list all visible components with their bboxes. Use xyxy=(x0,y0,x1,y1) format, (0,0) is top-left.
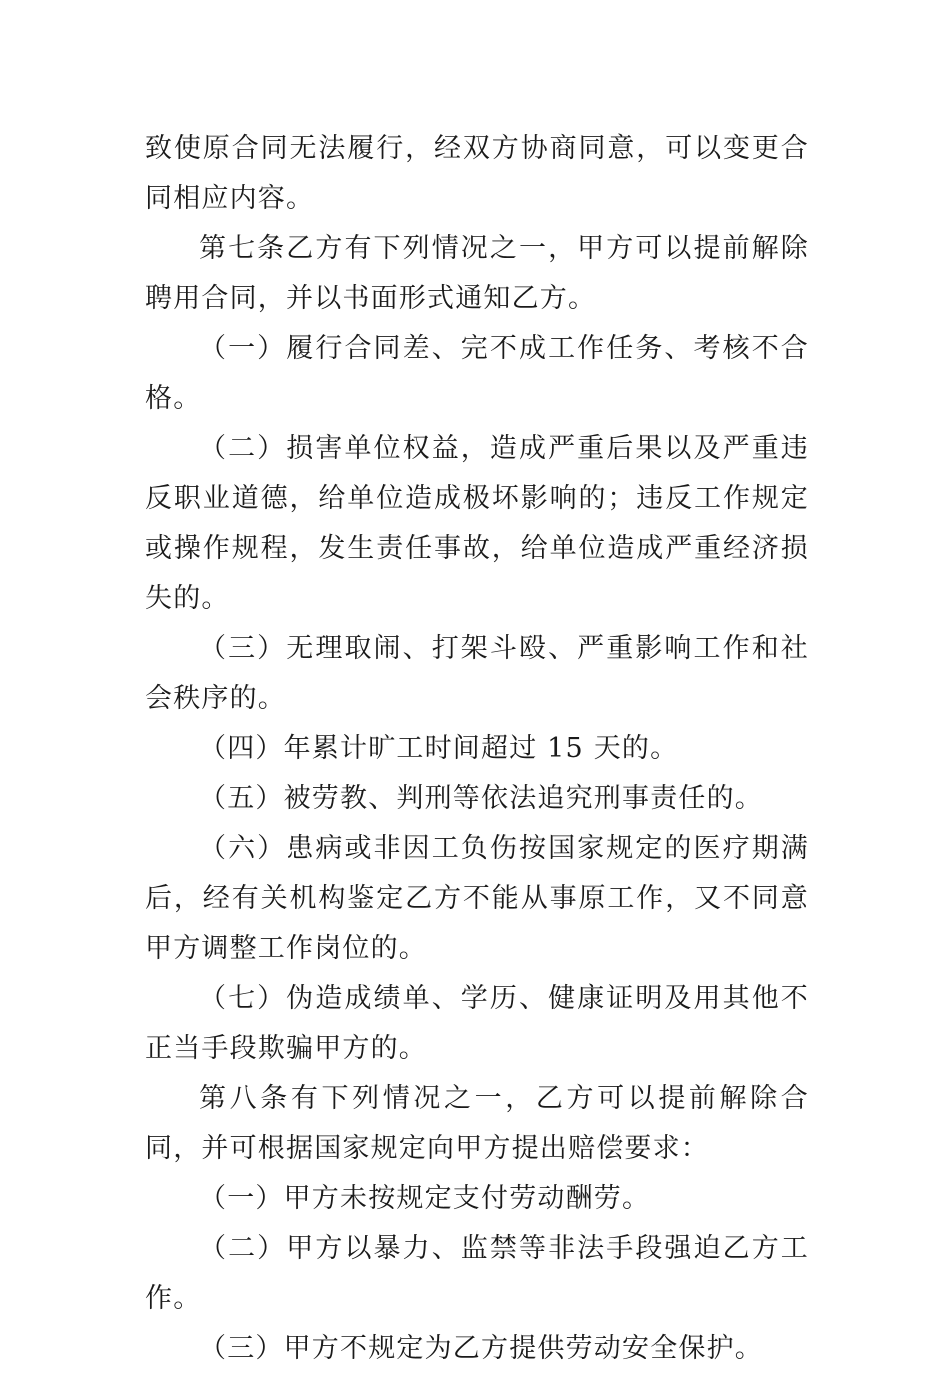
paragraph-article-7-item-1: （一）履行合同差、完不成工作任务、考核不合格。 xyxy=(145,333,809,414)
paragraph-article-7-item-5: （五）被劳教、判刑等依法追究刑事责任的。 xyxy=(199,783,763,814)
paragraph-article-7-item-7: （七）伪造成绩单、学历、健康证明及用其他不正当手段欺骗甲方的。 xyxy=(145,983,809,1064)
paragraph-article-8-item-2: （二）甲方以暴力、监禁等非法手段强迫乙方工作。 xyxy=(145,1233,809,1314)
paragraph-article-7-item-2: （二）损害单位权益，造成严重后果以及严重违反职业道德，给单位造成极坏影响的；违反工作规定或操作规程，发生责任事故，给单位造成严重经济损失的。 xyxy=(145,433,809,614)
paragraph-article-8-item-3: （三）甲方不规定为乙方提供劳动安全保护。 xyxy=(199,1333,763,1364)
paragraph-article-8-item-1: （一）甲方未按规定支付劳动酬劳。 xyxy=(199,1183,651,1214)
paragraph-article-8: 第八条有下列情况之一，乙方可以提前解除合同，并可根据国家规定向甲方提出赔偿要求： xyxy=(145,1083,809,1164)
paragraph-article-7: 第七条乙方有下列情况之一，甲方可以提前解除聘用合同，并以书面形式通知乙方。 xyxy=(145,233,809,314)
document-body xyxy=(145,124,809,1374)
paragraph-article-7-item-6: （六）患病或非因工负伤按国家规定的医疗期满后，经有关机构鉴定乙方不能从事原工作，又不同意甲方调整工作岗位的。 xyxy=(145,833,809,964)
paragraph-article-7-item-4: （四）年累计旷工时间超过 15 天的。 xyxy=(199,733,679,764)
paragraph-contract-change-continued: 致使原合同无法履行，经双方协商同意，可以变更合同相应内容。 xyxy=(145,133,809,214)
paragraph-article-7-item-3: （三）无理取闹、打架斗殴、严重影响工作和社会秩序的。 xyxy=(145,633,809,714)
